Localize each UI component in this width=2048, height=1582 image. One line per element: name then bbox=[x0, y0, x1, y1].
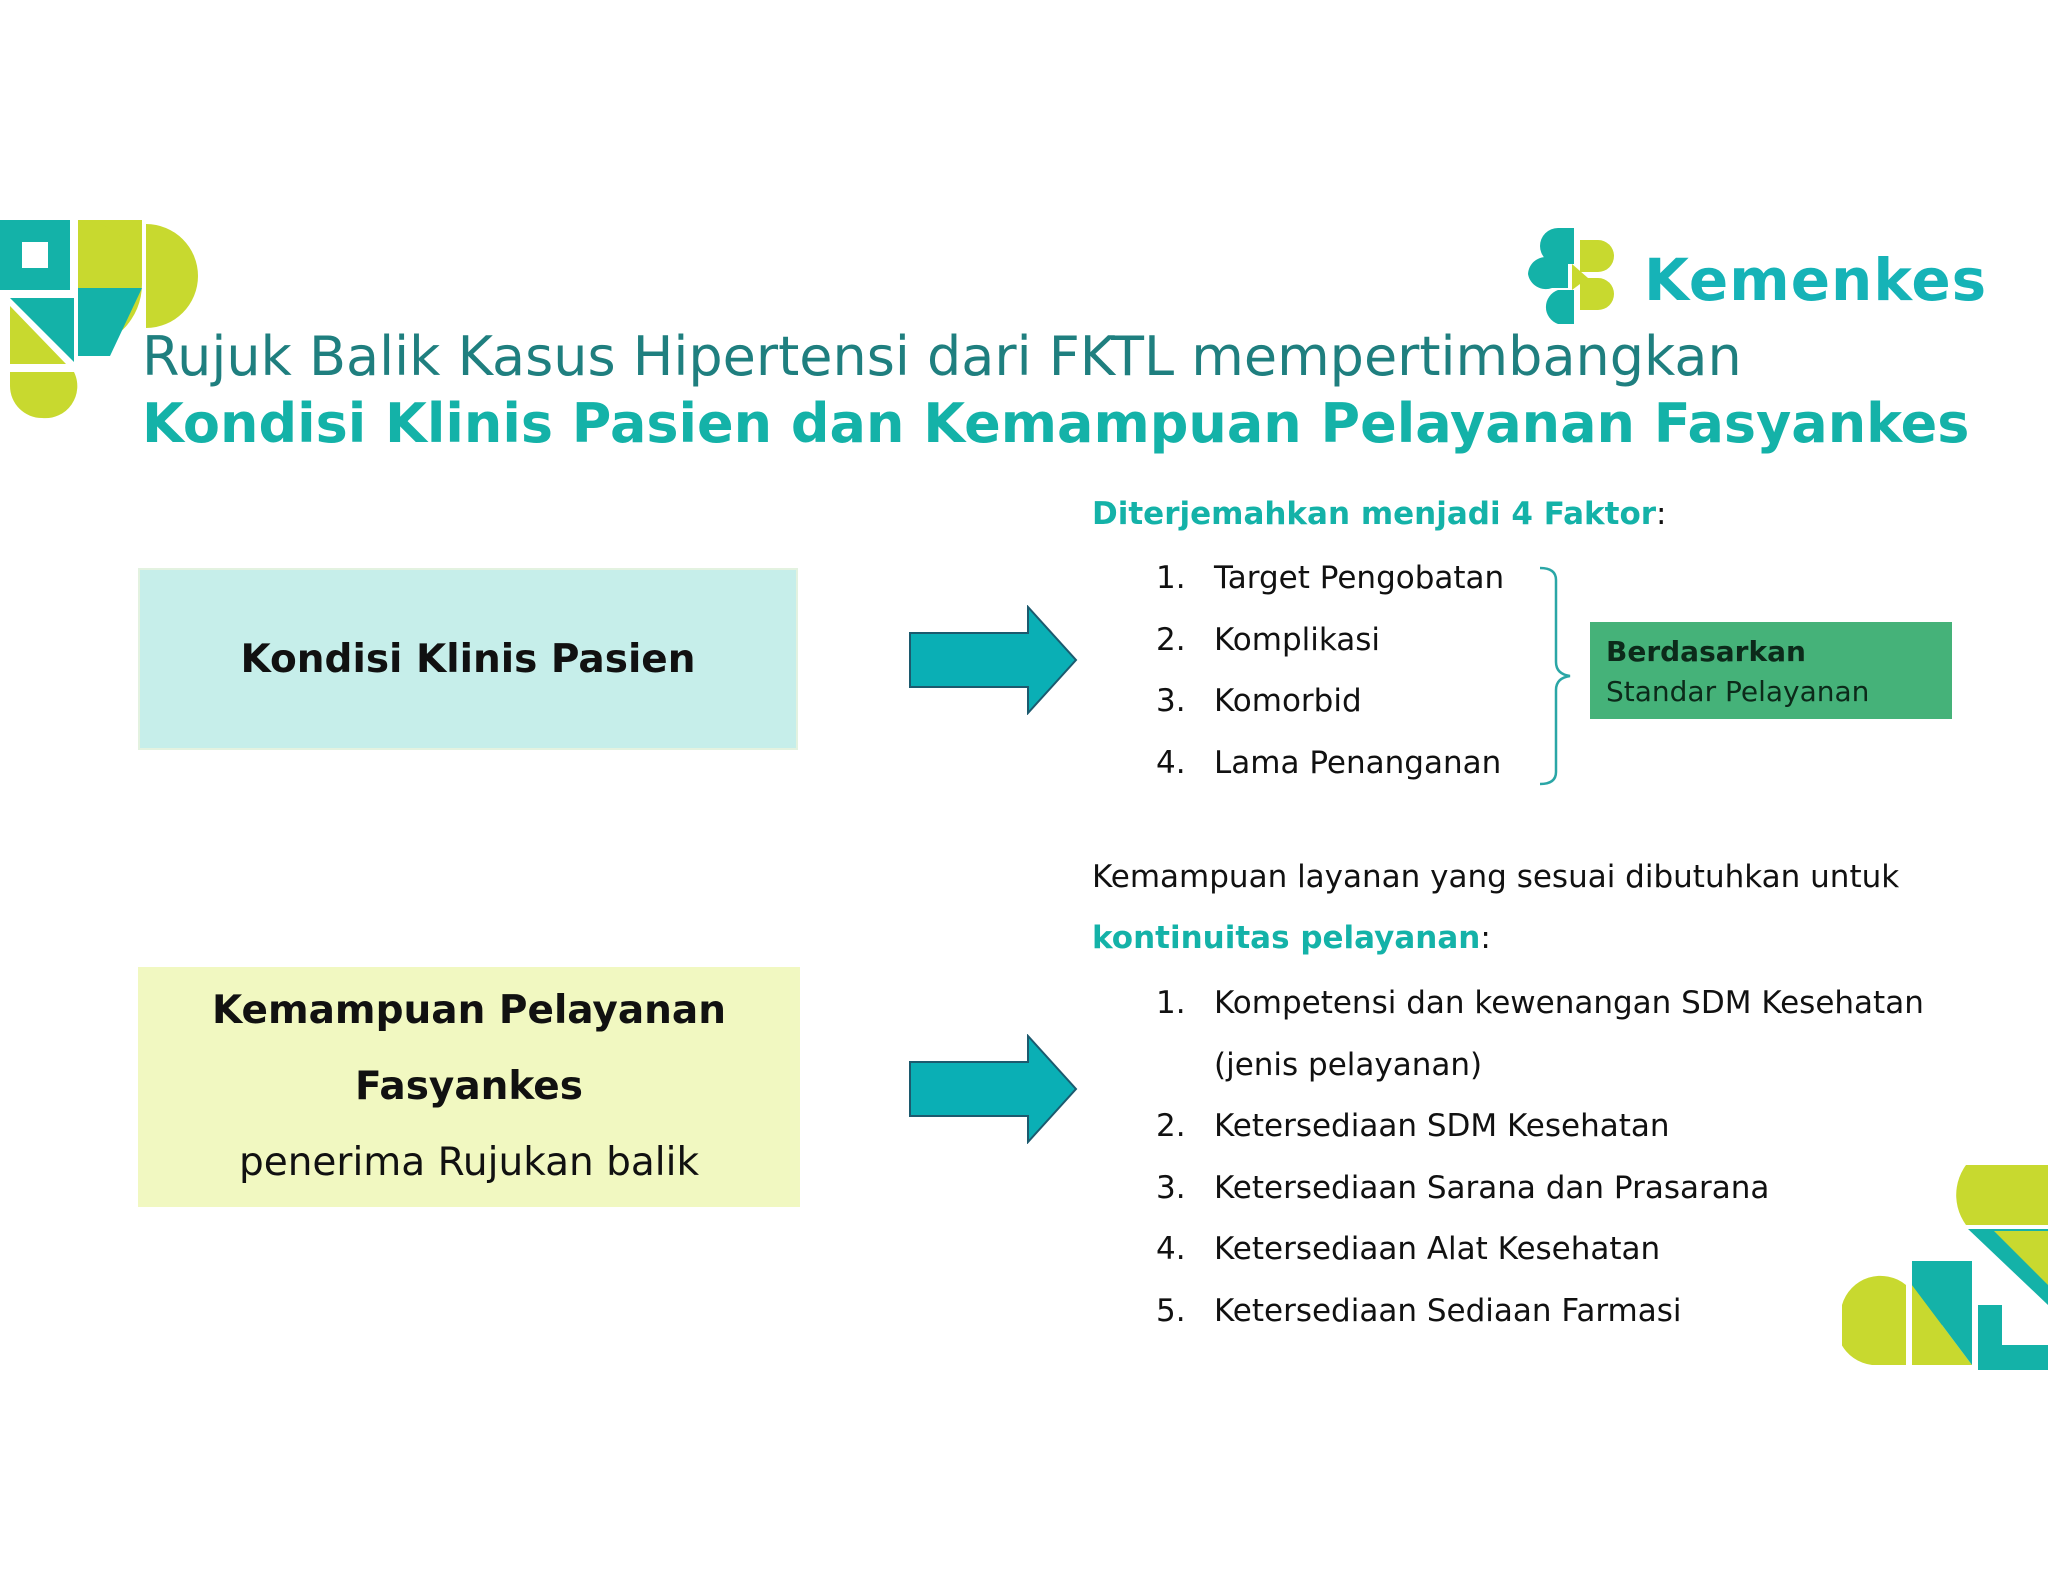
list-number: 4. bbox=[1156, 1231, 1186, 1267]
list-text: Komplikasi bbox=[1214, 621, 1381, 658]
arrow-right-icon bbox=[908, 1034, 1080, 1144]
capability-list bbox=[1156, 973, 1924, 1342]
list-text: Ketersediaan Sediaan Farmasi bbox=[1214, 1292, 1682, 1329]
list-text: Ketersediaan Sarana dan Prasarana bbox=[1214, 1169, 1770, 1206]
factors-heading bbox=[1092, 496, 1667, 532]
list-number: 2. bbox=[1156, 1108, 1186, 1144]
clinical-condition-label: Kondisi Klinis Pasien bbox=[240, 636, 696, 682]
list-number: 4. bbox=[1156, 744, 1186, 781]
standard-service-box bbox=[1590, 622, 1952, 719]
list-text: Ketersediaan SDM Kesehatan bbox=[1214, 1108, 1670, 1144]
clinical-condition-box bbox=[138, 568, 798, 750]
standard-box-bold: Berdasarkan bbox=[1606, 635, 1806, 668]
capability-colon: : bbox=[1480, 920, 1491, 956]
service-capability-line-3: penerima Rujukan balik bbox=[238, 1140, 700, 1185]
list-number: 5. bbox=[1156, 1292, 1186, 1329]
list-item bbox=[1156, 1096, 1924, 1158]
kemenkes-logo-text: Kemenkes bbox=[1644, 246, 1988, 314]
list-text: Lama Penanganan bbox=[1214, 744, 1502, 781]
right-brace-icon bbox=[1536, 566, 1584, 786]
list-number: 2. bbox=[1156, 621, 1186, 658]
list-text: (jenis pelayanan) bbox=[1214, 1046, 1483, 1083]
list-item bbox=[1156, 733, 1504, 795]
capability-highlight-line bbox=[1092, 920, 1491, 956]
list-item bbox=[1156, 610, 1504, 672]
service-capability-box bbox=[138, 967, 800, 1207]
factors-list bbox=[1156, 548, 1504, 794]
list-number: 3. bbox=[1156, 1169, 1186, 1206]
list-text: Target Pengobatan bbox=[1214, 560, 1505, 596]
list-text: Komorbid bbox=[1214, 683, 1362, 719]
arrow-right-icon bbox=[908, 605, 1080, 715]
capability-highlight: kontinuitas pelayanan bbox=[1092, 920, 1481, 956]
list-item bbox=[1156, 973, 1924, 1035]
factors-heading-text: Diterjemahkan menjadi 4 Faktor bbox=[1092, 496, 1657, 532]
list-number: 1. bbox=[1156, 985, 1186, 1021]
service-capability-line-2: Fasyankes bbox=[355, 1064, 583, 1109]
list-number: 3. bbox=[1156, 683, 1186, 719]
factors-heading-colon: : bbox=[1656, 496, 1667, 532]
list-item bbox=[1156, 671, 1504, 733]
list-item bbox=[1156, 548, 1504, 610]
list-number: 1. bbox=[1156, 560, 1186, 596]
list-item bbox=[1156, 1219, 1924, 1281]
title-line-2: Kondisi Klinis Pasien dan Kemampuan Pelayanan Fasyankes bbox=[142, 392, 1970, 455]
standard-box-text: Standar Pelayanan bbox=[1606, 675, 1870, 708]
title-line-1: Rujuk Balik Kasus Hipertensi dari FKTL mempertimbangkan bbox=[142, 325, 1742, 388]
kemenkes-logo-icon bbox=[1528, 228, 1620, 324]
service-capability-line-1: Kemampuan Pelayanan bbox=[211, 988, 727, 1033]
list-item bbox=[1156, 1035, 1924, 1097]
capability-intro: Kemampuan layanan yang sesuai dibutuhkan untuk bbox=[1092, 859, 1900, 895]
list-text: Ketersediaan Alat Kesehatan bbox=[1214, 1231, 1661, 1267]
list-text: Kompetensi dan kewenangan SDM Kesehatan bbox=[1214, 985, 1924, 1021]
list-item bbox=[1156, 1281, 1924, 1343]
list-item bbox=[1156, 1158, 1924, 1220]
